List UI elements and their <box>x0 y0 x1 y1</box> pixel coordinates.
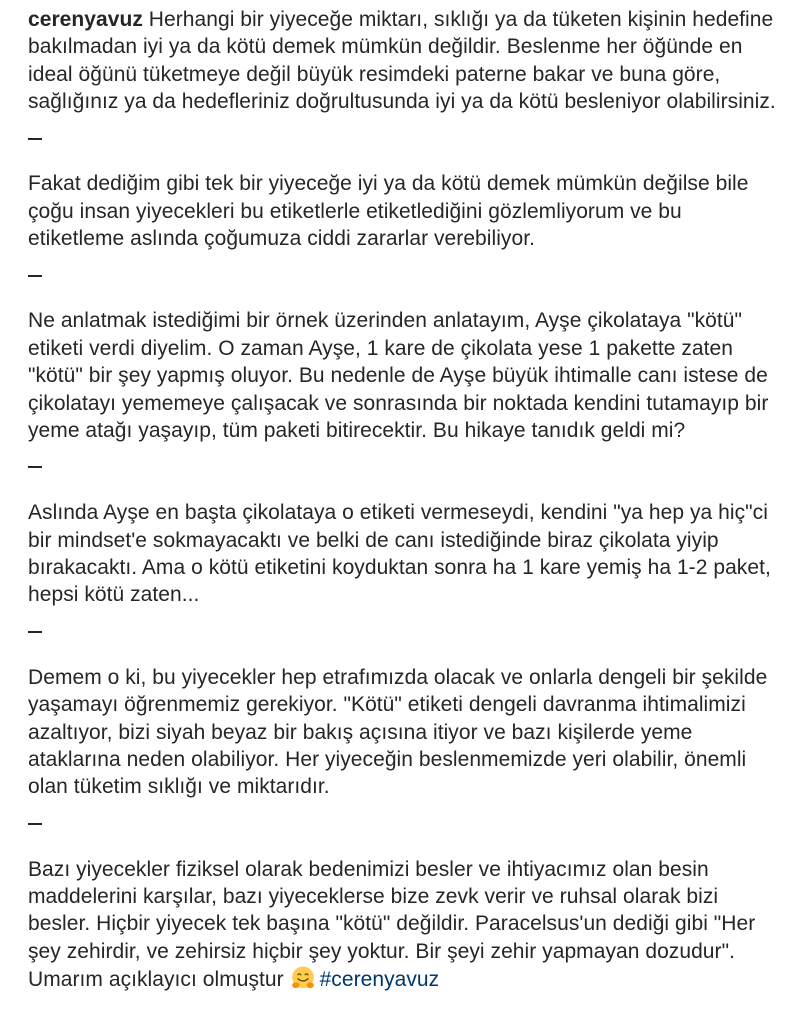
caption-paragraph-6-text: Bazı yiyecekler fiziksel olarak bedenimizi besler ve ihtiyacımız olan besin maddelerini karşılar, bazı yiyeceklerse bize zevk verir ve ruhsal olarak bizi besler. Hiçbir yiyecek tek başına "kötü" değildir. Paracelsus'un dediği gibi "Her şey zehirdir, ve zehirsiz hiçbir şey yoktur. Bir şeyi zehir yapmayan dozudur". Umarım açıklayıcı olmuştur <box>28 857 756 992</box>
post-caption <box>28 6 780 994</box>
caption-paragraph-4: Aslında Ayşe en başta çikolataya o etiketi vermeseydi, kendini "ya hep ya hiç"ci bir mindset'e sokmayacaktı ve belki de canı istediğinde biraz çikolata yiyip bırakacaktı. Ama o kötü etiketini koyduktan sonra ha 1 kare yemiş ha 1-2 paket, hepsi kötü zaten... <box>28 501 771 607</box>
paragraph-separator <box>28 444 780 499</box>
caption-paragraph-6 <box>28 856 780 994</box>
separator-dash <box>28 275 42 277</box>
paragraph-separator <box>28 609 780 664</box>
caption-username-link[interactable]: cerenyavuz <box>28 8 143 31</box>
paragraph-separator <box>28 253 780 308</box>
caption-paragraph-1-text: Herhangi bir yiyeceğe miktarı, sıklığı ya da tüketen kişinin hedefine bakılmadan iyi ya da kötü demek mümkün değildir. Beslenme her öğünde en ideal öğünü tüketmeye değil büyük resimdeki paterne bakar ve buna göre, sağlığınız ya da hedefleriniz doğrultusunda iyi ya da kötü besleniyor olabilirsiniz. <box>28 8 776 114</box>
separator-dash <box>28 138 42 140</box>
caption-paragraph-3: Ne anlatmak istediğimi bir örnek üzerinden anlatayım, Ayşe çikolataya "kötü" etiketi verdi diyelim. O zaman Ayşe, 1 kare de çikolata yese 1 pakette zaten "kötü" bir şey yapmış oluyor. Bu nedenle de Ayşe büyük ihtimalle canı istese de çikolatayı yememeye çalışacak ve sonrasında bir noktada kendini tutamayıp bir yeme atağı yaşayıp, tüm paketi bitirecektir. Bu hikaye tanıdık geldi mi? <box>28 309 769 443</box>
hashtag-link[interactable]: #cerenyavuz <box>319 968 440 992</box>
caption-paragraph-5: Demem o ki, bu yiyecekler hep etrafımızda olacak ve onlarla dengeli bir şekilde yaşamayı öğrenmemiz gerekiyor. "Kötü" etiketi dengeli davranma ihtimalimizi azaltıyor, bizi siyah beyaz bir bakış açısına itiyor ve bazı kişilerde yeme ataklarına neden olabiliyor. Her yiyeceğin beslenmemizde yeri olabilir, önemli olan tüketim sıklığı ve miktarıdır. <box>28 665 768 799</box>
separator-dash <box>28 466 42 468</box>
separator-dash <box>28 823 42 825</box>
paragraph-separator <box>28 801 780 856</box>
paragraph-separator <box>28 116 780 171</box>
caption-paragraph-2: Fakat dediğim gibi tek bir yiyeceğe iyi ya da kötü demek mümkün değilse bile çoğu insan yiyecekleri bu etiketlerle etiketlediğini gözlemliyorum ve bu etiketleme aslında çoğumuza ciddi zararlar verebiliyor. <box>28 172 749 251</box>
separator-dash <box>28 631 42 633</box>
caption-paragraph-1 <box>28 6 780 116</box>
hugging-face-emoji-icon <box>290 965 316 991</box>
